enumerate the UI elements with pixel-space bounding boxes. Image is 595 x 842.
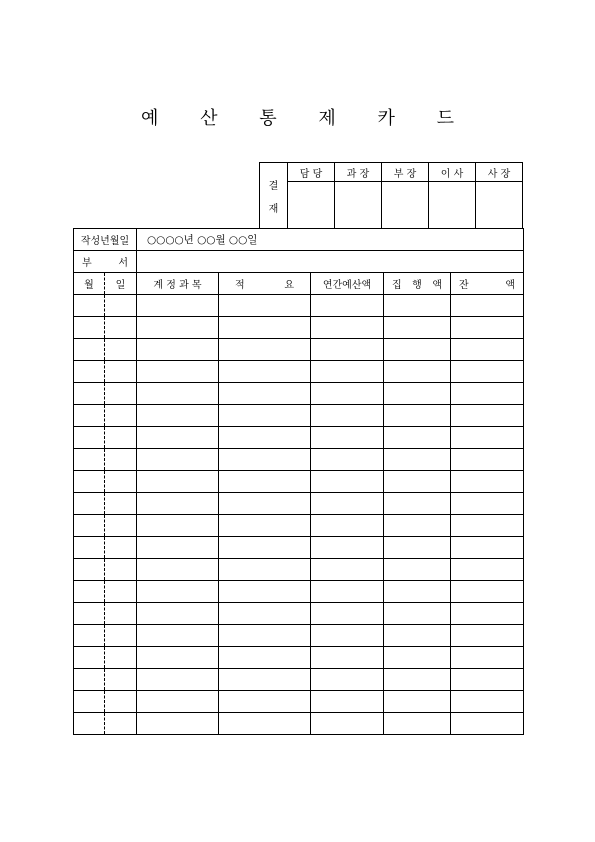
cell-month[interactable] (74, 493, 105, 515)
table-row (74, 295, 524, 317)
cell-executed[interactable] (384, 317, 451, 339)
cell-month[interactable] (74, 295, 105, 317)
dept-value[interactable] (137, 251, 524, 273)
budget-control-table (73, 228, 524, 735)
cell-summary[interactable] (219, 647, 311, 669)
approval-sign-section-chief[interactable] (335, 182, 382, 229)
cell-summary[interactable] (219, 361, 311, 383)
cell-executed[interactable] (384, 515, 451, 537)
table-row (74, 713, 524, 735)
cell-annual-budget[interactable] (311, 361, 384, 383)
cell-summary[interactable] (219, 295, 311, 317)
cell-day[interactable] (105, 405, 137, 427)
cell-balance[interactable] (451, 405, 524, 427)
approval-col-section-chief: 과 장 (335, 163, 382, 182)
cell-executed[interactable] (384, 603, 451, 625)
table-row (74, 427, 524, 449)
cell-summary[interactable] (219, 669, 311, 691)
cell-balance[interactable] (451, 295, 524, 317)
cell-executed[interactable] (384, 471, 451, 493)
cell-month[interactable] (74, 427, 105, 449)
cell-annual-budget[interactable] (311, 339, 384, 361)
cell-account[interactable] (137, 691, 219, 713)
table-row (74, 449, 524, 471)
cell-account[interactable] (137, 603, 219, 625)
cell-balance[interactable] (451, 625, 524, 647)
cell-annual-budget[interactable] (311, 625, 384, 647)
cell-annual-budget[interactable] (311, 493, 384, 515)
table-row (74, 361, 524, 383)
cell-day[interactable] (105, 317, 137, 339)
cell-account[interactable] (137, 339, 219, 361)
table-row (74, 493, 524, 515)
cell-annual-budget[interactable] (311, 449, 384, 471)
cell-annual-budget[interactable] (311, 383, 384, 405)
approval-sign-president[interactable] (476, 182, 523, 229)
cell-summary[interactable] (219, 427, 311, 449)
table-row (74, 647, 524, 669)
cell-day[interactable] (105, 339, 137, 361)
approval-col-director: 이 사 (429, 163, 476, 182)
date-label: 작성년월일 (74, 229, 137, 251)
cell-day[interactable] (105, 383, 137, 405)
cell-executed[interactable] (384, 537, 451, 559)
table-row (74, 537, 524, 559)
approval-label: 결 재 (260, 163, 288, 229)
cell-annual-budget[interactable] (311, 647, 384, 669)
cell-account[interactable] (137, 625, 219, 647)
cell-month[interactable] (74, 317, 105, 339)
approval-col-staff: 담 당 (288, 163, 335, 182)
cell-summary[interactable] (219, 603, 311, 625)
table-row (74, 471, 524, 493)
cell-month[interactable] (74, 647, 105, 669)
cell-executed[interactable] (384, 713, 451, 735)
cell-annual-budget[interactable] (311, 405, 384, 427)
cell-executed[interactable] (384, 581, 451, 603)
cell-day[interactable] (105, 361, 137, 383)
approval-sign-director[interactable] (429, 182, 476, 229)
cell-executed[interactable] (384, 405, 451, 427)
table-row (74, 559, 524, 581)
cell-day[interactable] (105, 691, 137, 713)
table-row (74, 405, 524, 427)
cell-annual-budget[interactable] (311, 427, 384, 449)
cell-annual-budget[interactable] (311, 603, 384, 625)
approval-sign-dept-head[interactable] (382, 182, 429, 229)
cell-balance[interactable] (451, 493, 524, 515)
cell-summary[interactable] (219, 559, 311, 581)
cell-executed[interactable] (384, 493, 451, 515)
cell-month[interactable] (74, 713, 105, 735)
dept-label: 부 서 (74, 251, 137, 273)
cell-account[interactable] (137, 427, 219, 449)
cell-executed[interactable] (384, 339, 451, 361)
cell-day[interactable] (105, 559, 137, 581)
cell-day[interactable] (105, 515, 137, 537)
cell-summary[interactable] (219, 405, 311, 427)
ledger-rows (74, 295, 524, 735)
cell-balance[interactable] (451, 471, 524, 493)
cell-day[interactable] (105, 669, 137, 691)
table-row (74, 669, 524, 691)
cell-executed[interactable] (384, 427, 451, 449)
cell-balance[interactable] (451, 339, 524, 361)
table-row (74, 383, 524, 405)
cell-month[interactable] (74, 625, 105, 647)
cell-summary[interactable] (219, 317, 311, 339)
cell-month[interactable] (74, 691, 105, 713)
cell-account[interactable] (137, 559, 219, 581)
cell-annual-budget[interactable] (311, 691, 384, 713)
cell-annual-budget[interactable] (311, 515, 384, 537)
cell-account[interactable] (137, 537, 219, 559)
header-month: 월 (74, 273, 105, 295)
cell-day[interactable] (105, 493, 137, 515)
cell-balance[interactable] (451, 537, 524, 559)
header-balance: 잔 액 (451, 273, 524, 295)
cell-balance[interactable] (451, 669, 524, 691)
cell-day[interactable] (105, 647, 137, 669)
cell-summary[interactable] (219, 493, 311, 515)
cell-day[interactable] (105, 713, 137, 735)
cell-annual-budget[interactable] (311, 581, 384, 603)
header-account: 계 정 과 목 (137, 273, 219, 295)
cell-month[interactable] (74, 559, 105, 581)
approval-sign-staff[interactable] (288, 182, 335, 229)
cell-balance[interactable] (451, 713, 524, 735)
cell-account[interactable] (137, 493, 219, 515)
page-title: 예 산 통 제 카 드 (141, 108, 472, 129)
cell-account[interactable] (137, 669, 219, 691)
cell-annual-budget[interactable] (311, 669, 384, 691)
cell-balance[interactable] (451, 383, 524, 405)
cell-month[interactable] (74, 361, 105, 383)
cell-account[interactable] (137, 383, 219, 405)
cell-day[interactable] (105, 581, 137, 603)
cell-account[interactable] (137, 471, 219, 493)
cell-annual-budget[interactable] (311, 713, 384, 735)
cell-day[interactable] (105, 449, 137, 471)
header-summary: 적 요 (219, 273, 311, 295)
header-annual-budget: 연간예산액 (311, 273, 384, 295)
cell-month[interactable] (74, 515, 105, 537)
cell-day[interactable] (105, 603, 137, 625)
table-row (74, 603, 524, 625)
cell-summary[interactable] (219, 713, 311, 735)
cell-month[interactable] (74, 537, 105, 559)
cell-balance[interactable] (451, 691, 524, 713)
cell-account[interactable] (137, 449, 219, 471)
header-executed: 집 행 액 (384, 273, 451, 295)
table-row (74, 317, 524, 339)
cell-month[interactable] (74, 449, 105, 471)
cell-balance[interactable] (451, 581, 524, 603)
cell-balance[interactable] (451, 427, 524, 449)
date-value[interactable]: ○○○○년 ○○월 ○○일 (137, 229, 524, 251)
cell-day[interactable] (105, 427, 137, 449)
cell-annual-budget[interactable] (311, 317, 384, 339)
cell-executed[interactable] (384, 361, 451, 383)
cell-month[interactable] (74, 405, 105, 427)
table-row (74, 691, 524, 713)
cell-summary[interactable] (219, 449, 311, 471)
cell-annual-budget[interactable] (311, 537, 384, 559)
cell-account[interactable] (137, 295, 219, 317)
approval-box (259, 162, 523, 229)
cell-balance[interactable] (451, 559, 524, 581)
cell-summary[interactable] (219, 383, 311, 405)
cell-summary[interactable] (219, 537, 311, 559)
cell-executed[interactable] (384, 647, 451, 669)
approval-col-president: 사 장 (476, 163, 523, 182)
cell-annual-budget[interactable] (311, 559, 384, 581)
cell-executed[interactable] (384, 383, 451, 405)
header-day: 일 (105, 273, 137, 295)
cell-balance[interactable] (451, 449, 524, 471)
cell-summary[interactable] (219, 581, 311, 603)
cell-annual-budget[interactable] (311, 295, 384, 317)
cell-month[interactable] (74, 471, 105, 493)
cell-balance[interactable] (451, 647, 524, 669)
cell-month[interactable] (74, 339, 105, 361)
cell-balance[interactable] (451, 317, 524, 339)
cell-executed[interactable] (384, 625, 451, 647)
cell-summary[interactable] (219, 471, 311, 493)
cell-month[interactable] (74, 581, 105, 603)
cell-summary[interactable] (219, 339, 311, 361)
cell-day[interactable] (105, 295, 137, 317)
table-row (74, 515, 524, 537)
cell-annual-budget[interactable] (311, 471, 384, 493)
cell-balance[interactable] (451, 361, 524, 383)
cell-executed[interactable] (384, 295, 451, 317)
table-row (74, 581, 524, 603)
approval-col-dept-head: 부 장 (382, 163, 429, 182)
cell-account[interactable] (137, 713, 219, 735)
cell-executed[interactable] (384, 691, 451, 713)
cell-account[interactable] (137, 515, 219, 537)
cell-account[interactable] (137, 317, 219, 339)
cell-account[interactable] (137, 405, 219, 427)
cell-month[interactable] (74, 603, 105, 625)
cell-account[interactable] (137, 647, 219, 669)
table-row (74, 339, 524, 361)
cell-summary[interactable] (219, 515, 311, 537)
cell-account[interactable] (137, 361, 219, 383)
cell-day[interactable] (105, 625, 137, 647)
table-row (74, 625, 524, 647)
cell-account[interactable] (137, 581, 219, 603)
cell-balance[interactable] (451, 603, 524, 625)
cell-summary[interactable] (219, 691, 311, 713)
cell-day[interactable] (105, 537, 137, 559)
cell-executed[interactable] (384, 669, 451, 691)
cell-month[interactable] (74, 669, 105, 691)
cell-balance[interactable] (451, 515, 524, 537)
cell-executed[interactable] (384, 449, 451, 471)
cell-day[interactable] (105, 471, 137, 493)
cell-summary[interactable] (219, 625, 311, 647)
cell-executed[interactable] (384, 559, 451, 581)
cell-month[interactable] (74, 383, 105, 405)
